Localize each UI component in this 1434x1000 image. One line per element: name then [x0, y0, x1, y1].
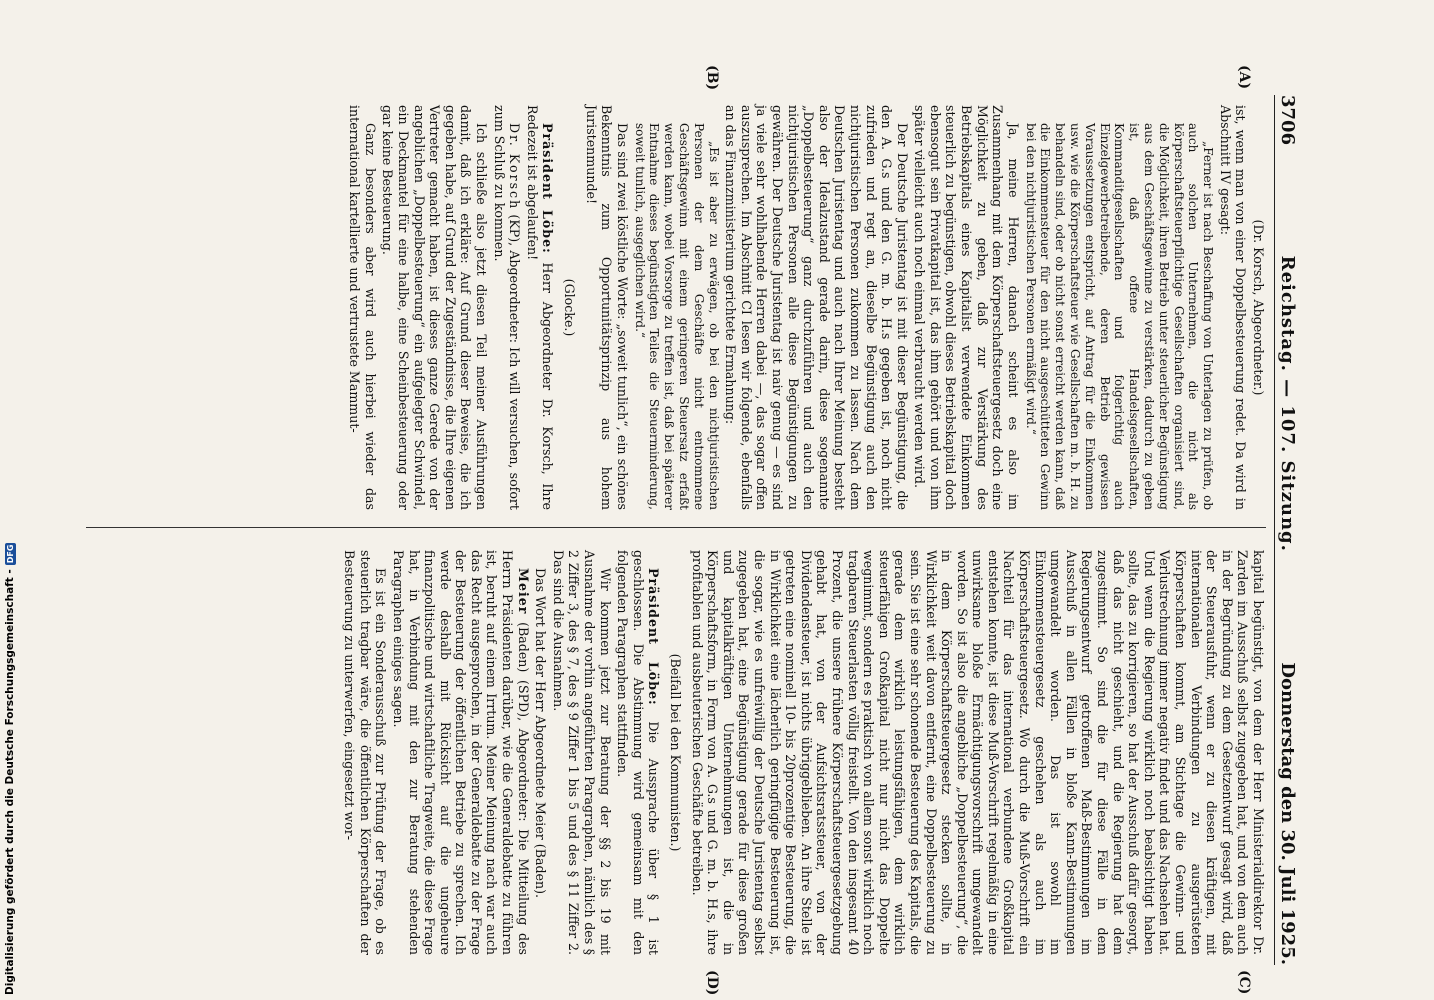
speech-text: Die Aussprache über § 1 ist geschlossen. Die Abstimmung wird gemeinsam mit den folgenden Paragraphen stattfinden.	[615, 550, 662, 955]
funding-note	[2, 544, 18, 995]
rotated-page	[80, 65, 1310, 996]
margin-marker-a: (A)	[1236, 65, 1252, 90]
right-column	[340, 550, 1266, 955]
interjection: (Beifall bei den Kommunisten.)	[668, 653, 684, 852]
paragraph: Es ist ein Sonderausschuß zur Prüfung der Frage, ob es steuerlich tragbar wäre, die öffentlichen Körperschaften der Besteuerung zu unterwerfen, eingesetzt wor-	[342, 550, 389, 955]
margin-marker-c: (C)	[1236, 970, 1252, 995]
paragraph: ist, wenn man von einer Doppelbesteuerung redet. Da wird in Abschnitt IV gesagt:	[1217, 105, 1249, 510]
speaker-name: Meier	[515, 568, 531, 615]
speech-text: Herr Abgeordneter Dr. Korsch, Ihre Redezeit ist abgelaufen!	[524, 105, 556, 510]
paragraph: Ich schließe also jetzt diesen Teil meiner Ausführungen damit, daß ich erkläre: Auf Grund dieser Beweise, die ich gegeben habe, auf Grund der Zugeständnisse, die Ihre eigenen Vertreter gemacht haben, ist dieses ganze Gerede von der angeblichen „Doppelbesteuerung“ ein aufgelegter Schwindel, ein Deckmantel für eine halbe, eine Scheinbesteuerung oder gar keine Besteuerung.	[380, 105, 490, 510]
column-divider	[86, 527, 1266, 528]
speaker-name: Dr. Korsch	[507, 123, 523, 211]
quotation: „Ferner ist nach Beschaffung von Unterlagen zu prüfen, ob auch solchen Unternehmen, die nicht als körperschaftsteuerpflichtige Gesellschaften organisiert sind, die Möglichkeit, ihren Betrieb unter steuerlicher Begünstigung aus dem Geschäftsgewinne zu verstärken, dadurch zu geben ist, daß offene Handelsgesellschaften, Kommanditgesellschaften und folgerichtig auch Einzelgewerbetreibende, deren Betrieb gewissen Voraussetzungen entspricht, auf Antrag für die Einkommen usw. wie die Körperschaftsteuer wie Gesellschaften m. b. H. zu behandeln sind, oder ob nicht sonst erreicht werden kann, daß die Einkommensteuer für den nicht ausgeschütteten Gewinn bei den nichtjuristischen Personen ermäßigt wird.“	[1023, 123, 1216, 510]
left-column	[345, 105, 1266, 510]
funding-note-text: Digitalisierung gefördert durch die Deutsche Forschungsgemeinschaft -	[4, 569, 16, 995]
interjection: (Glocke.)	[562, 278, 578, 337]
dfg-logo-icon: DFG	[5, 544, 15, 564]
margin-marker-b: (B)	[704, 65, 720, 91]
paragraph: Der Deutsche Juristentag ist mit dieser Begünstigung, die den A. G.s und den G. m. b. H.s gegeben ist, noch nicht zufrieden und regt an, dieselbe Begünstigung auch den nichtjuristischen Personen zukommen zu lassen. Nach dem Deutschen Juristentag und auch nach Ihrer Meinung besteht also der Idealzustand gerade darin, diese sogenannte „Doppelbesteuerung“ ganz durchzuführen und auch den nichtjuristischen Personen alle diese Begünstigungen zu gewähren. Der Deutsche Juristentag ist naiv genug — es sind ja viele sehr wohlhabende Herren dabei —, das sogar offen auszusprechen. Im Abschnitt CI lesen wir folgende, ebenfalls an das Finanzministerium gerichtete Ermahnung:	[723, 105, 910, 510]
paragraph: kapital begünstigt, von dem der Herr Ministerialdirektor Dr. Zarden im Ausschuß selbst zugegeben hat, und von dem auch in der Begründung zu dem Gesetzentwurf gesagt wird, daß der Steuerausfuhr, wenn er zu diesen kräftigen, mit internationalen Verbindungen zu ausgerüsteten Körperschaften kommt, am Stichtage die Gewinn- und Verlustrechnung immer negativ findet und das Nachsehen hat. Und wenn die Regierung wirklich noch beabsichtigt haben sollte, das zu korrigieren, so hat der Ausschuß dafür gesorgt, daß das nicht geschieht, und die Regierung hat dem zugestimmt. So sind die für diese Fälle in dem Regierungsentwurf getroffenen Maß-Bestimmungen im Ausschuß in allen Fällen in bloße Kann-Bestimmungen umgewandelt worden. Das ist sowohl im Einkommensteuergesetz geschehen als auch im Körperschaftsteuergesetz. Wo durch die Muß-Vorschrift ein Nachteil für das international verbundene Großkapital entstehen konnte, ist diese Muß-Vorschrift regelmäßig in eine unwirksame bloße Ermächtigungsvorschrift umgewandelt worden. So ist also die angebliche „Doppelbesteuerung“, die in dem Körperschaftsteuergesetz stecken sollte, in Wirklichkeit weit davon entfernt, eine Doppelbesteuerung zu sein. Sie ist eine sehr schonende Besteuerung des Kapitals, die gerade dem wirklich leistungsfähigen, dem wirklich steuerfähigen Großkapital nicht nur nicht das Doppelte wegnimmt, sondern es praktisch von allem sonst wirklich noch tragbaren Steuerlasten völlig freistellt. Von den insgesamt 40 Prozent, die unsere frühere Körperschaftsteuergesetzgebung gehabt hat, von der Aufsichtsratssteuer, von der Dividendensteuer, ist nichts übriggeblieben. An ihre Stelle ist getreten eine nominell 10- bis 20prozentige Besteuerung, die in Wirklichkeit eine lächerlich geringfügige Besteuerung ist, die sogar, wie es unfreiwillig der Deutsche Juristentag selbst zugegeben hat, eine Begünstigung gerade für diese großen und kapitalkräftigen Unternehmungen ist, die in Körperschaftsform, in Form von A. G.s und G. m. b. H.s, ihre profitablen und ausbeuterischen Geschäfte betreiben.	[689, 550, 1266, 955]
paragraph: Das sind zwei köstliche Worte: „soweit tunlich“, ein schönes Bekenntnis zum Opportunitätsprinzip aus hohem Juristenmunde!	[583, 105, 630, 510]
speaker-name: Präsident Löbe:	[540, 123, 556, 254]
quotation: „Es ist aber zu erwägen, ob bei den nichtjuristischen Personen der dem Geschäfte nicht entnommene Geschäftsgewinn mit einem geringeren Steuersatz erfaßt werden kann, wobei Vorsorge zu treffen ist, daß bei späterer Entnahme dieses begünstigten Teiles die Steuerminderung, soweit tunlich, ausgeglichen wird.“	[632, 123, 721, 510]
session-date: Donnerstag den 30. Juli 1925.	[1277, 662, 1298, 965]
paragraph: Ja, meine Herren, danach scheint es also im Zusammenhang mit dem Körperschaftsteuergesetz doch eine Möglichkeit zu geben, daß zur Verstärkung des Betriebskapitals eines Kapitalist verwendete Einkommen steuerlich zu begünstigen, obwohl dieses Betriebskapital doch ebensogut sein Privatkapital ist, das ihm gehört und von ihm später vielleicht auch noch einmal verbraucht werden wird.	[912, 105, 1021, 510]
session-title: Reichstag. — 107. Sitzung.	[1277, 255, 1298, 552]
margin-marker-d: (D)	[704, 970, 720, 996]
paragraph: Wir kommen jetzt zur Beratung der §§ 2 bis 19 mit Ausnahme der vorhin angeführten Paragraphen, nämlich des § 2 Ziffer 3, des § 7, des § 9 Ziffer 1 bis 5 und des § 11 Ziffer 2. Das sind die Ausnahmen.	[550, 550, 613, 955]
page-header	[1274, 95, 1310, 965]
speech-text: (KP), Abgeordneter: Ich will versuchen, sofort zum Schluß zu kommen.	[491, 105, 523, 510]
speaker-name: Präsident Löbe:	[646, 568, 662, 706]
speaker-continuation: (Dr. Korsch, Abgeordneter.)	[1251, 219, 1266, 396]
paragraph: Ganz besonders aber wird auch hierbei wieder das international kartellierte und vertrustete Mammut-	[347, 105, 378, 510]
speech-text: (Baden) (SPD), Abgeordneter: Die Mitteilung des Herrn Präsidenten darüber, wie die Generaldebatte zu führen ist, beruht auf einem Irrtum. Meiner Meinung nach war auch das Recht ausgesprochen, in der Generaldebatte zu der Frage der Besteuerung der öffentlichen Betriebe zu sprechen. Ich werde deshalb mit Rücksicht auf die ungeheure finanzpolitische und wirtschaftliche Tragweite, die diese Frage hat, in Verbindung mit den zur Beratung stehenden Paragraphen einiges sagen.	[390, 550, 531, 955]
page-number: 3706	[1277, 95, 1298, 146]
paragraph: Das Wort hat der Herr Abgeordnete Meier (Baden).	[533, 568, 549, 899]
